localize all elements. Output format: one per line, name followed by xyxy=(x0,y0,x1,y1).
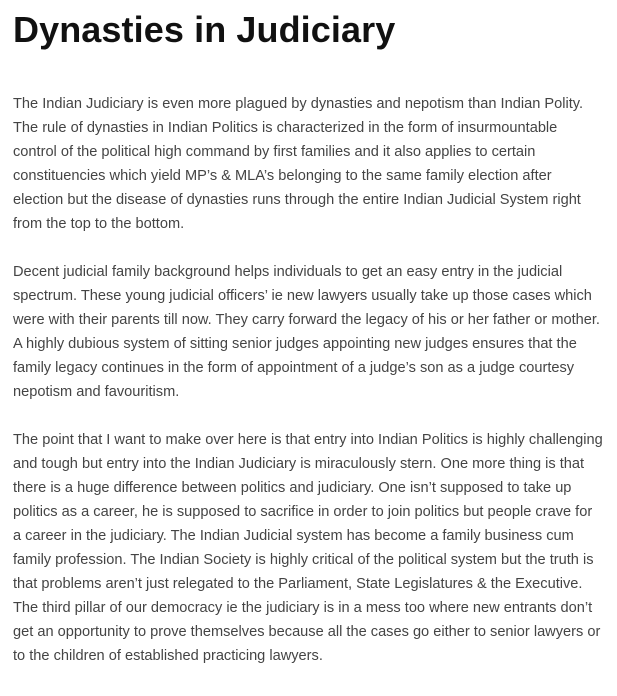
article-paragraph-2: Decent judicial family background helps individuals to get an easy entry in the judicial spectrum. These young judicial officers’ ie new lawyers usually take up those cases which were with their parents till now. They carry forward the legacy of his or her father or mother. A highly dubious system of sitting senior judges appointing new judges ensures that the family legacy continues in the form of appointment of a judge’s son as a judge courtesy nepotism and favouritism. xyxy=(13,264,600,400)
article xyxy=(13,0,603,668)
article-paragraph-1: The Indian Judiciary is even more plagued by dynasties and nepotism than Indian Polity. The rule of dynasties in Indian Politics is characterized in the form of insurmountable control of the political high command by first families and it also applies to certain constituencies which yield MP’s & MLA’s belonging to the same family election after election but the disease of dynasties runs through the entire Indian Judicial System right from the top to the bottom. xyxy=(13,96,584,232)
article-paragraph-3: The point that I want to make over here is that entry into Indian Politics is highly challenging and tough but entry into the Indian Judiciary is miraculously stern. One more thing is that there is a huge difference between politics and judiciary. One isn’t supposed to take up politics as a career, he is supposed to sacrifice in order to join politics but people crave for a career in the judiciary. The Indian Judicial system has become a family business cum family profession. The Indian Society is highly critical of the political system but the truth is that problems aren’t just relegated to the Parliament, State Legislatures & the Executive. The third pillar of our democracy ie the judiciary is in a mess too where new entrants don’t get an opportunity to prove themselves because all the cases go either to senior lawyers or to the children of established practicing lawyers. xyxy=(13,432,603,664)
article-title: Dynasties in Judiciary xyxy=(13,9,396,50)
